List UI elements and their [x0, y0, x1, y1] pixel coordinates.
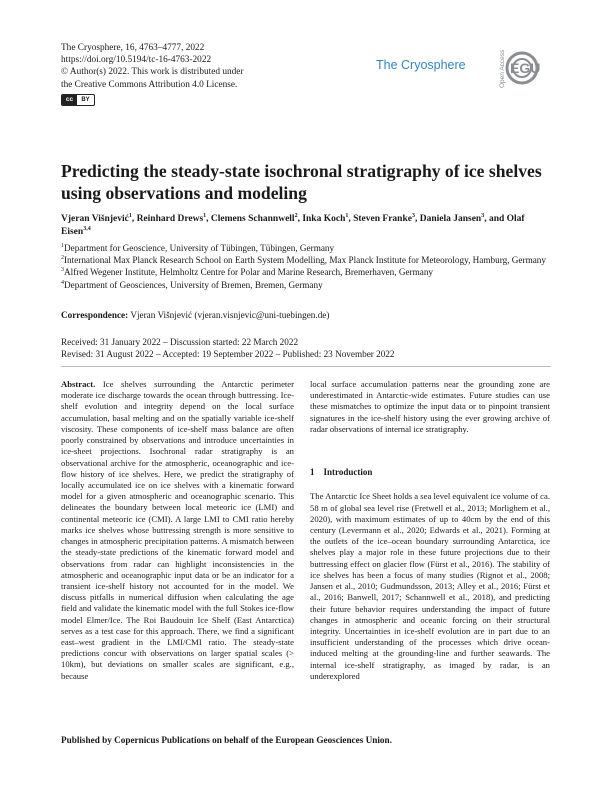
- paper-title: Predicting the steady-state isochronal stratigraphy of ice shelves using observations and modeling: [61, 161, 542, 203]
- introduction-text: The Antarctic Ice Sheet holds a sea level equivalent ice volume of ca. 58 m of global sea level rise (Fretwell et al., 2013; Morlighem et al., 2020), with maximum estimates of up to 40cm by the end of this century (Levermann et al., 2020; Edwards et al., 2021). Forming at the outlets of the ice–ocean boundary surrounding Antarctica, ice shelves play a major role in these future projections due to their buttressing effect on glacier flow (Fürst et al., 2016). The stability of ice shelves has been a focus of many studies (Rignot et al., 2008; Jansen et al., 2010; Gudmundsson, 2013; Alley et al., 2016; Fürst et al., 2016; Banwell, 2017; Schannwell et al., 2018), and predicting their future behavior requires understanding the impact of future changes in atmospheric and oceanic forcing on their structural integrity. Uncertainties in ice-shelf evolution are in part due to an insufficient understanding of the processes which drive ocean-induced melting at the grounding-line and further seawards. The internal ice-shelf stratigraphy, as imaged by radar, is an underexplored: [310, 491, 550, 681]
- by-icon: BY: [81, 96, 90, 103]
- author-list: Vjeran Višnjević$^1$, Reinhard Drews$^1$, Clemens Schannwell$^2$, Inka Koch$^1$, Steven Franke$^3$, Daniela Jansen$^3$, and Olaf Eisen$^{3,4}$: [61, 212, 525, 237]
- correspondence: [61, 310, 551, 320]
- dates-line: Received: 31 January 2022 – Discussion started: 22 March 2022: [61, 337, 299, 347]
- author[interactable]: Vjeran Višnjević: [61, 214, 129, 224]
- affiliation-item: $^4$Department of Geosciences, University of Bremen, Bremen, Germany: [61, 279, 323, 290]
- affiliations: [61, 242, 551, 291]
- egu-logo: [504, 50, 548, 86]
- journal-name: The Cryosphere: [376, 58, 466, 72]
- publisher-footer: Published by Copernicus Publications on behalf of the European Geosciences Union.: [61, 735, 392, 745]
- affiliation-item: $^3$Alfred Wegener Institute, Helmholtz Centre for Polar and Marine Research, Bremerhaven, Germany: [61, 267, 434, 278]
- abstract-label: Abstract.: [61, 379, 96, 389]
- copyright-line: © Author(s) 2022. This work is distributed under: [61, 67, 244, 78]
- abstract-continuation: local surface accumulation patterns near the grounding zone are underestimated in Antarctic-wide estimates. Future studies can use these mismatches to optimize the input data or to pinpoint transient signatures in the ice-shelf history using the ever growing archive of radar observations of internal ice stratigraphy.: [310, 379, 550, 434]
- author[interactable]: Inka Koch: [302, 214, 346, 224]
- author[interactable]: Clemens Schannwell: [210, 214, 295, 224]
- author[interactable]: Olaf Eisen: [61, 214, 525, 237]
- right-column: [310, 379, 550, 682]
- affiliation-item: $^2$International Max Planck Research School on Earth System Modelling, Max Planck Institute for Meteorology, Hamburg, Germany: [61, 255, 546, 266]
- cc-by-badge[interactable]: [61, 94, 95, 106]
- license-line: the Creative Commons Attribution 4.0 License.: [61, 79, 238, 90]
- article-dates: [61, 336, 551, 360]
- svg-text:Open Access: Open Access: [499, 49, 506, 88]
- cc-icon: cc: [62, 95, 77, 105]
- correspondence-label: Correspondence:: [61, 310, 129, 320]
- correspondence-text[interactable]: Vjeran Višnjević (vjeran.visnjevic@uni-tuebingen.de): [130, 310, 330, 320]
- section-number: 1: [310, 467, 315, 478]
- section-title: Introduction: [323, 467, 373, 478]
- affiliation-item: $^1$Department for Geoscience, University of Tübingen, Tübingen, Germany: [61, 242, 335, 253]
- abstract-text: Ice shelves surrounding the Antarctic perimeter moderate ice discharge towards the ocean through buttressing. Ice-shelf evolution and integrity depend on the local surface accumulation, basal melting and on the spatially variable ice-shelf viscosity. These components of ice-shelf mass balance are often poorly constrained by observations and introduce uncertainties in ice-sheet projections. Isochronal radar stratigraphy is an observational archive for the atmospheric, oceanographic and ice-flow history of ice shelves. Here, we predict the stratigraphy of locally accumulated ice on ice shelves with a kinematic forward model for a given atmospheric and oceanographic scenario. This delineates the boundary between local meteoric ice (LMI) and continental meteoric ice (CMI). A large LMI to CMI ratio hereby marks ice shelves whose buttressing strength is more sensitive to changes in atmospheric precipitation patterns. A mismatch between the steady-state predictions of the kinematic forward model and observations from radar can highlight inconsistencies in the atmospheric and oceanographic input data or be an indicator for a transient ice-shelf history not accounted for in the model. We discuss pitfalls in numerical diffusion when calculating the age field and validate the kinematic model with the full Stokes ice-flow model Elmer/Ice. The Roi Baudouin Ice Shelf (East Antarctica) serves as a test case for this approach. There, we find a significant east–west gradient in the LMI/CMI ratio. The steady-state predictions concur with observations on larger spatial scales (> 10km), but deviations on smaller scales are significant, e.g., because: [61, 379, 294, 681]
- author[interactable]: Reinhard Drews: [136, 214, 204, 224]
- doi-link[interactable]: https://doi.org/10.5194/tc-16-4763-2022: [61, 55, 212, 66]
- article-metadata: [61, 42, 244, 106]
- citation: The Cryosphere, 16, 4763–4777, 2022: [61, 43, 205, 53]
- section-heading: [310, 467, 550, 478]
- author[interactable]: Steven Franke: [353, 214, 412, 224]
- divider: [61, 366, 551, 367]
- abstract: [61, 379, 294, 682]
- author[interactable]: Daniela Jansen: [419, 214, 482, 224]
- dates-line: Revised: 31 August 2022 – Accepted: 19 September 2022 – Published: 23 November 2022: [61, 349, 395, 360]
- svg-text:EGU: EGU: [510, 60, 541, 76]
